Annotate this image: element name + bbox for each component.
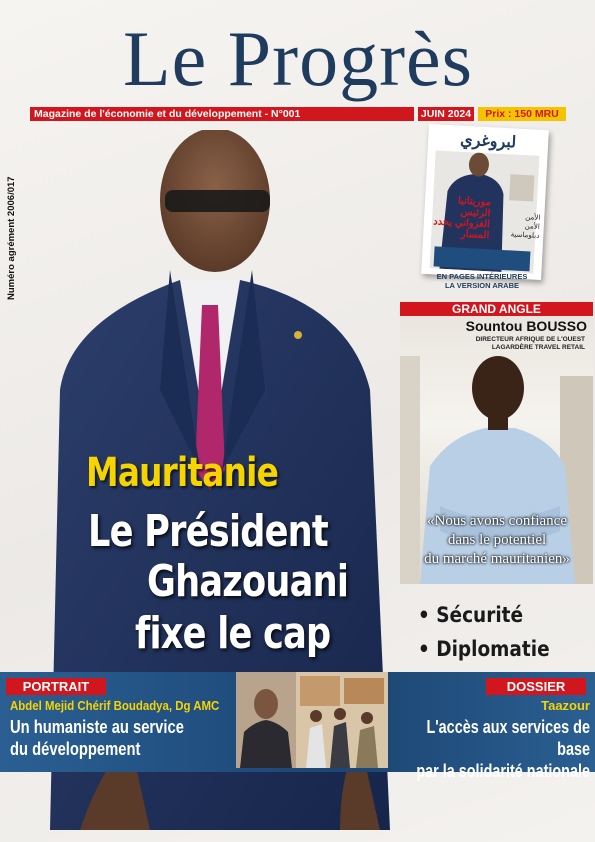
dossier-label: DOSSIER (486, 678, 586, 695)
arabic-bullets (491, 211, 540, 240)
magazine-tagline: Magazine de l'économie et du développement - N°001 (30, 107, 414, 121)
dossier-name: Taazour (541, 698, 590, 713)
price-badge: Prix : 150 MRU (478, 107, 566, 121)
portrait-photo (236, 672, 296, 768)
arabic-edition-thumbnail (421, 124, 549, 280)
topic-bullets (418, 598, 550, 666)
arabic-title: لبروغري (459, 131, 517, 152)
portrait-name: Abdel Mejid Chérif Boudadya, Dg AMC (10, 698, 220, 713)
interviewee-name: Sountou BOUSSO (465, 318, 587, 334)
interviewee-role: DIRECTEUR AFRIQUE DE L'OUEST LAGARDÈRE TRAVEL RETAIL (475, 336, 585, 351)
issue-date: JUIN 2024 (418, 107, 474, 121)
grand-angle-label: GRAND ANGLE (400, 302, 593, 316)
magazine-title: Le Progrès (122, 15, 474, 102)
agreement-number: Numéro agrément 2006/017 (6, 176, 17, 300)
arabic-bullet: الأمن (525, 214, 541, 222)
headline-line: Le Président (88, 506, 328, 557)
caption-line: LA VERSION ARABE (444, 281, 520, 290)
topic-bullet: • Diplomatie (418, 637, 550, 661)
headline-country: Mauritanie (86, 450, 278, 496)
arabic-headline: موريتانيا الرئيس الغزواني يحدد المسار (432, 195, 492, 242)
interview-quote: «Nous avons confiance dans le potentiel du marché mauritanien» (424, 513, 570, 567)
arabic-bullet: دبلوماسية (510, 231, 540, 240)
topic-bullet: • Sécurité (418, 603, 524, 627)
arabic-bullet: الأمن (524, 223, 540, 231)
dossier-headline-box (370, 716, 590, 782)
dossier-headline: L'accès aux services de base par la solidarité nationale (416, 717, 590, 781)
portrait-headline: Un humaniste au service du développement (10, 717, 184, 759)
portrait-label: PORTRAIT (6, 678, 106, 695)
caption-line: EN PAGES INTÉRIEURES (436, 272, 528, 281)
headline-line: Ghazouani (147, 556, 349, 607)
arabic-inset-caption (418, 272, 546, 290)
headline-line: fixe le cap (135, 608, 331, 659)
